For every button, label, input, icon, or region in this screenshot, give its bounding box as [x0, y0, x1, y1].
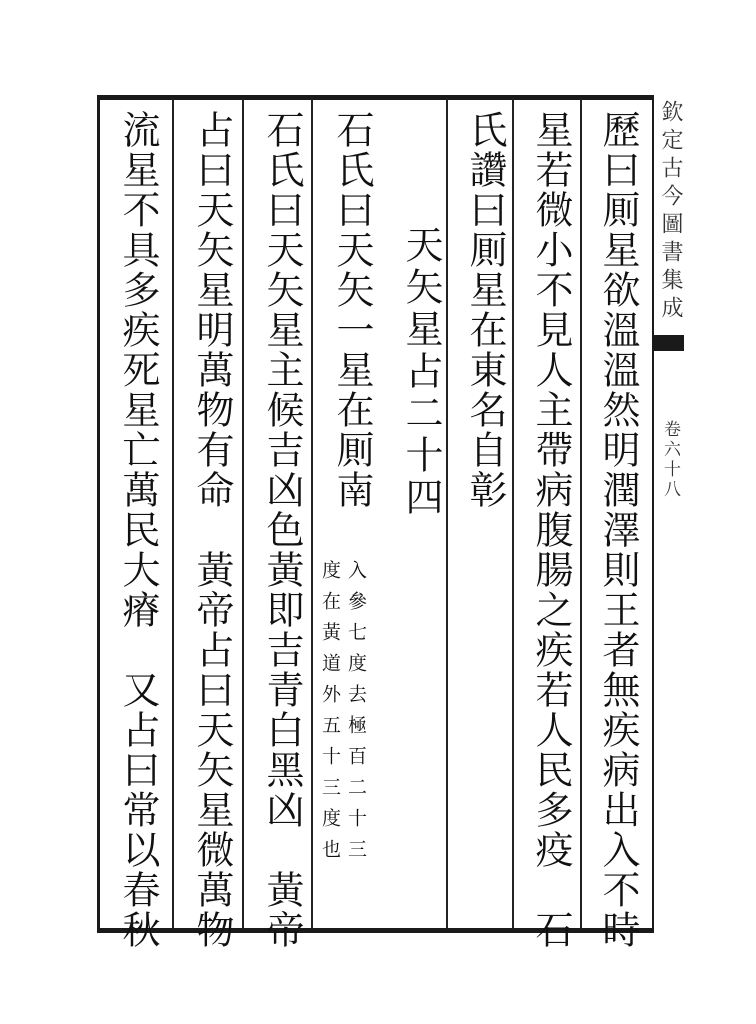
column-divider [172, 98, 174, 928]
annotation-line-2: 度在黃道外五十三度也 [319, 560, 341, 870]
margin-rule [652, 95, 654, 933]
text-column-6: 占曰天矢星明萬物有命 黃帝占曰天矢星微萬物 [190, 110, 234, 950]
text-column-7: 流星不具多疾死星亡萬民大瘠 又占曰常以春秋 [116, 110, 160, 950]
text-column-5: 石氏曰天矢星主候吉凶色黃即吉青白黑凶 黃帝 [260, 110, 304, 950]
text-column-4: 石氏曰天矢一星在厠南 [330, 110, 374, 510]
margin-juan-number: 卷六十八 [660, 420, 680, 500]
margin-title: 欽定古今圖書集成 [658, 100, 683, 324]
section-title: 天矢星占二十四 [399, 225, 443, 519]
text-column-2: 星若微小不見人主帶病腹腸之疾若人民多疫 石 [529, 110, 573, 950]
annotation-note [317, 560, 369, 870]
fish-tail-mark [654, 335, 684, 351]
text-column-1: 歷曰厠星欲溫溫然明潤澤則王者無疾病出入不時 [596, 110, 640, 950]
text-column-3: 氏讚曰厠星在東名自彰 [463, 110, 507, 510]
annotation-line-1: 入參七度去極百二十三 [345, 560, 367, 870]
column-divider [242, 98, 244, 928]
